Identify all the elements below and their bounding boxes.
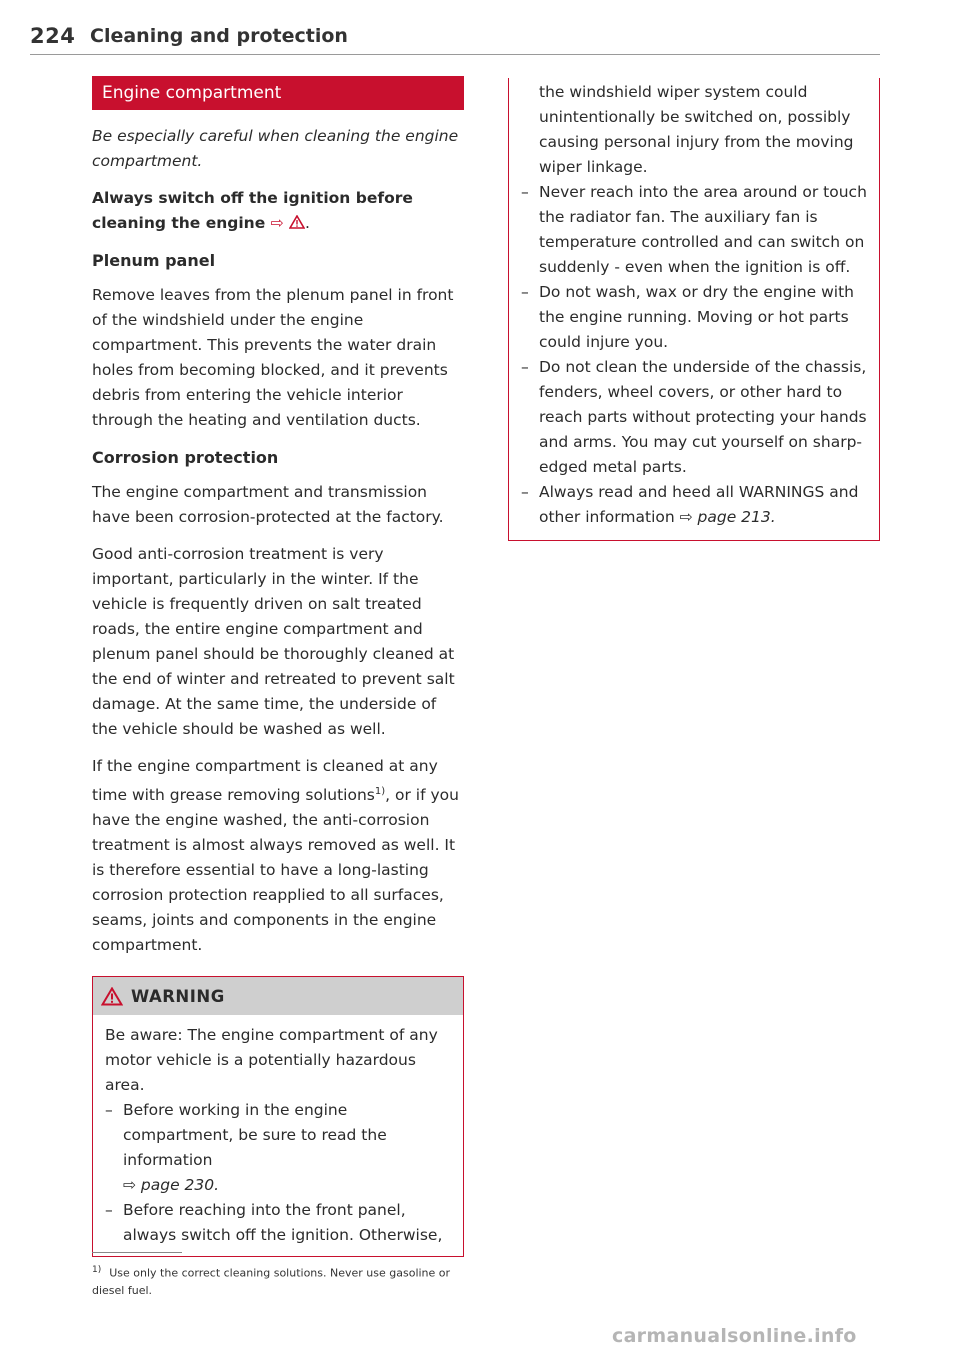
engine-compartment-heading: Engine compartment — [92, 76, 464, 110]
warning-item-text: Before working in the engine compartment, be sure to read the information — [123, 1101, 387, 1170]
footnote-text: Use only the correct cleaning solutions. Never use gasoline or diesel fuel. — [92, 1266, 451, 1297]
warning-triangle-icon — [101, 987, 123, 1006]
footnote — [92, 1262, 464, 1299]
warning-item: – Do not clean the underside of the chassis, fenders, wheel covers, or other hard to reach parts without protecting your hands and arms. You may cut yourself on sharp-edged metal parts. — [521, 355, 867, 480]
warning-body — [93, 1015, 463, 1256]
plenum-panel-text: Remove leaves from the plenum panel in front of the windshield under the engine compartment. This prevents the water drain holes from becoming blocked, and it prevents debris from entering the vehicle interior through the heating and ventilation ducts. — [92, 286, 454, 429]
page-number: 224 — [30, 24, 76, 48]
warning-triangle-icon[interactable] — [289, 215, 305, 229]
warning-item-text: Always read and heed all WARNINGS and other information — [539, 483, 859, 526]
warning-item — [105, 1198, 455, 1248]
warning-item: – Do not wash, wax or dry the engine with the engine running. Moving or hot parts could injure you. — [521, 280, 867, 355]
corrosion-text-3 — [92, 754, 464, 958]
watermark: carmanualsonline.info — [612, 1325, 857, 1347]
warning-list-continued — [521, 180, 867, 530]
ignition-note-text: Always switch off the ignition before cleaning the engine — [92, 189, 413, 232]
warning-item — [105, 1098, 455, 1198]
intro-text: Be especially careful when cleaning the engine compartment. — [92, 127, 459, 170]
section-title: Cleaning and protection — [90, 25, 348, 47]
corrosion-text-1: The engine compartment and transmission have been corrosion-protected at the factory. — [92, 483, 444, 526]
warning-item: – Never reach into the area around or touch the radiator fan. The auxiliary fan is temperature controlled and can switch on suddenly - even when the ignition is off. — [521, 180, 867, 280]
warning-intro: Be aware: The engine compartment of any motor vehicle is a potentially hazardous area. — [105, 1026, 438, 1095]
warning-title: WARNING — [131, 986, 225, 1006]
page-ref-link[interactable]: ⇨ page 213. — [679, 508, 776, 526]
arrow-ref-icon[interactable]: ⇨ — [270, 214, 284, 232]
page-ref-link[interactable]: ⇨ page 230. — [123, 1176, 220, 1195]
warning-box-continued — [508, 78, 880, 541]
warning-header — [93, 977, 463, 1015]
warning-continuation: the windshield wiper system could unintentionally be switched on, possibly causing personal injury from the moving wiper linkage. — [539, 83, 854, 176]
warning-list — [105, 1098, 455, 1248]
corrosion-text-2: Good anti-corrosion treatment is very important, particularly in the winter. If the vehicle is frequently driven on salt treated roads, the entire engine compartment and plenum panel should be thoroughly cleaned at the end of winter and retreated to prevent salt damage. At the same time, the underside of the vehicle should be washed as well. — [92, 545, 455, 738]
warning-item-text: Before reaching into the front panel, always switch off the ignition. Otherwise, — [123, 1201, 443, 1245]
warning-item — [521, 480, 867, 530]
corrosion-text-3b: , or if you have the engine washed, the anti-corrosion treatment is almost always removed as well. It is therefore essential to have a long-lasting corrosion protection reapplied to all surfaces, seams, joints and components in the engine compartment. — [92, 786, 459, 955]
footnote-mark: 1) — [92, 1265, 102, 1275]
warning-box — [92, 976, 464, 1257]
corrosion-protection-title: Corrosion protection — [92, 448, 279, 467]
page-header — [30, 24, 880, 55]
ignition-note — [92, 186, 464, 236]
right-column — [508, 78, 880, 541]
corrosion-text-3a: If the engine compartment is cleaned at any time with grease removing solutions — [92, 757, 438, 805]
ignition-note-end: . — [305, 214, 310, 232]
footnote-divider — [92, 1252, 182, 1253]
left-column — [92, 76, 464, 1257]
footnote-reference[interactable]: 1) — [374, 786, 386, 797]
plenum-panel-title: Plenum panel — [92, 251, 216, 270]
